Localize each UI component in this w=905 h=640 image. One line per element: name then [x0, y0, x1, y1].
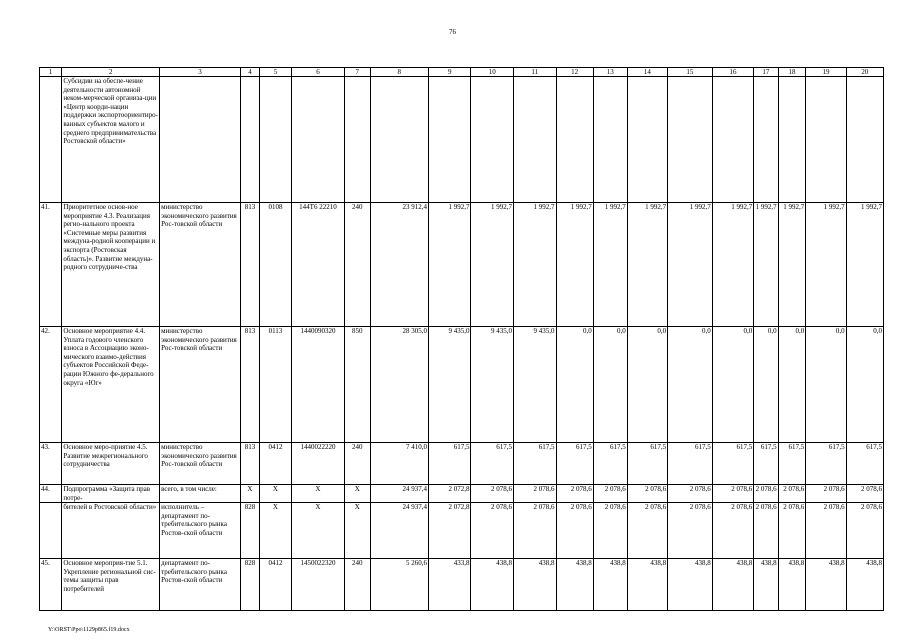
section-code: 0412 — [260, 443, 292, 485]
table-row — [40, 559, 884, 611]
year-amount: 438,8 — [668, 559, 713, 611]
year-amount: 2 078,6 — [778, 503, 806, 559]
year-amount: 2 078,6 — [712, 485, 753, 503]
header-row — [40, 68, 884, 77]
year-amount: 1 992,7 — [428, 203, 471, 327]
column-header-14: 14 — [627, 68, 667, 77]
column-header-1: 1 — [40, 68, 62, 77]
year-amount: 438,8 — [627, 559, 667, 611]
year-amount — [778, 77, 806, 203]
total-amount: 24 937,4 — [370, 503, 428, 559]
year-amount: 0,0 — [846, 327, 883, 443]
executor-name: министерство экономического развития Рос-товской области — [160, 203, 241, 327]
section-code: 0108 — [260, 203, 292, 327]
year-amount: 438,8 — [806, 559, 846, 611]
year-amount: 438,8 — [846, 559, 883, 611]
table-row — [40, 443, 884, 485]
year-amount: 1 992,7 — [712, 203, 753, 327]
section-code — [260, 77, 292, 203]
year-amount — [846, 77, 883, 203]
row-number — [40, 77, 62, 203]
year-amount: 0,0 — [806, 327, 846, 443]
section-code: 0113 — [260, 327, 292, 443]
year-amount: 438,8 — [712, 559, 753, 611]
year-amount: 2 078,6 — [514, 485, 557, 503]
year-amount — [556, 77, 593, 203]
table-row — [40, 485, 884, 503]
section-code: X — [260, 503, 292, 559]
column-header-12: 12 — [556, 68, 593, 77]
year-amount: 1 992,7 — [514, 203, 557, 327]
year-amount: 617,5 — [668, 443, 713, 485]
footer-file-path: Y:\ORST\Ppo\1129p865.f19.docx — [48, 627, 130, 633]
grbs-code — [240, 77, 259, 203]
year-amount: 438,8 — [514, 559, 557, 611]
year-amount: 438,8 — [754, 559, 778, 611]
total-amount — [370, 77, 428, 203]
year-amount — [668, 77, 713, 203]
column-header-20: 20 — [846, 68, 883, 77]
year-amount — [514, 77, 557, 203]
year-amount: 1 992,7 — [806, 203, 846, 327]
table-row — [40, 503, 884, 559]
year-amount: 617,5 — [428, 443, 471, 485]
column-header-6: 6 — [291, 68, 344, 77]
year-amount: 2 078,6 — [556, 503, 593, 559]
column-header-13: 13 — [593, 68, 627, 77]
year-amount: 1 992,7 — [754, 203, 778, 327]
year-amount: 433,8 — [428, 559, 471, 611]
year-amount: 617,5 — [846, 443, 883, 485]
year-amount: 438,8 — [593, 559, 627, 611]
year-amount: 617,5 — [471, 443, 514, 485]
table-row — [40, 327, 884, 443]
row-number: 43. — [40, 443, 62, 485]
year-amount: 617,5 — [514, 443, 557, 485]
year-amount: 2 078,6 — [471, 503, 514, 559]
year-amount: 2 072,8 — [428, 485, 471, 503]
year-amount — [806, 77, 846, 203]
column-header-7: 7 — [345, 68, 371, 77]
executor-name: министерство экономического развития Рос-товской области — [160, 443, 241, 485]
table-body — [40, 68, 884, 611]
measure-name: Субсидии на обеспе-чение деятельности автономной неком-мерческой организа-ции «Центр коорди-нации поддержки экспортоориентиро-ванных субъектов малого и среднего предпринимательства Ростовской области» — [62, 77, 160, 203]
year-amount: 1 992,7 — [471, 203, 514, 327]
year-amount: 2 078,6 — [806, 503, 846, 559]
year-amount: 0,0 — [778, 327, 806, 443]
executor-name: департамент по-требительского рынка Ростов-ской области — [160, 559, 241, 611]
year-amount: 617,5 — [556, 443, 593, 485]
grbs-code: 828 — [240, 559, 259, 611]
column-header-9: 9 — [428, 68, 471, 77]
column-header-18: 18 — [778, 68, 806, 77]
expense-type-code: 850 — [345, 327, 371, 443]
total-amount: 24 937,4 — [370, 485, 428, 503]
grbs-code: 813 — [240, 443, 259, 485]
target-article-code: 144T6 22210 — [291, 203, 344, 327]
year-amount — [428, 77, 471, 203]
year-amount: 1 992,7 — [556, 203, 593, 327]
row-number: 44. — [40, 485, 62, 503]
expense-type-code: 240 — [345, 559, 371, 611]
year-amount: 1 992,7 — [593, 203, 627, 327]
measure-name: бителей в Ростовской области» — [62, 503, 160, 559]
row-number: 45. — [40, 559, 62, 611]
year-amount: 9 435,0 — [514, 327, 557, 443]
grbs-code: 813 — [240, 203, 259, 327]
column-header-4: 4 — [240, 68, 259, 77]
year-amount: 2 078,6 — [627, 485, 667, 503]
year-amount: 1 992,7 — [668, 203, 713, 327]
row-number: 42. — [40, 327, 62, 443]
section-code: X — [260, 485, 292, 503]
year-amount: 1 992,7 — [627, 203, 667, 327]
year-amount: 2 078,6 — [806, 485, 846, 503]
column-header-10: 10 — [471, 68, 514, 77]
table-row — [40, 203, 884, 327]
year-amount: 438,8 — [556, 559, 593, 611]
year-amount: 0,0 — [556, 327, 593, 443]
year-amount: 2 078,6 — [754, 485, 778, 503]
year-amount: 2 078,6 — [627, 503, 667, 559]
measure-name: Основное мероприя-тие 5.1. Укрепление региональной сис-темы защиты прав потребителей — [62, 559, 160, 611]
year-amount: 2 078,6 — [846, 503, 883, 559]
expense-type-code — [345, 77, 371, 203]
total-amount: 7 410,0 — [370, 443, 428, 485]
page-number: 76 — [449, 28, 456, 36]
year-amount — [627, 77, 667, 203]
column-header-16: 16 — [712, 68, 753, 77]
year-amount: 2 078,6 — [593, 485, 627, 503]
total-amount: 23 912,4 — [370, 203, 428, 327]
year-amount — [471, 77, 514, 203]
expense-type-code: 240 — [345, 443, 371, 485]
year-amount: 2 078,6 — [668, 485, 713, 503]
row-number — [40, 503, 62, 559]
year-amount: 1 992,7 — [846, 203, 883, 327]
target-article-code: 1440090320 — [291, 327, 344, 443]
year-amount: 0,0 — [668, 327, 713, 443]
year-amount: 2 078,6 — [471, 485, 514, 503]
executor-name: министерство экономического развития Рос-товской области — [160, 327, 241, 443]
year-amount: 617,5 — [806, 443, 846, 485]
year-amount: 9 435,0 — [471, 327, 514, 443]
column-header-2: 2 — [62, 68, 160, 77]
table-row — [40, 77, 884, 203]
measure-name: Основное мероприятие 4.4. Уплата годового членского взноса в Ассоциацию эконо-мического взаимо-действия субъектов Российской Феде-рации Южного фе-дерального округа «Юг» — [62, 327, 160, 443]
year-amount: 2 078,6 — [778, 485, 806, 503]
year-amount: 617,5 — [712, 443, 753, 485]
year-amount: 617,5 — [778, 443, 806, 485]
grbs-code: 813 — [240, 327, 259, 443]
year-amount: 617,5 — [754, 443, 778, 485]
executor-name: всего, в том числе: — [160, 485, 241, 503]
year-amount: 2 078,6 — [556, 485, 593, 503]
total-amount: 5 260,6 — [370, 559, 428, 611]
grbs-code: 828 — [240, 503, 259, 559]
measure-name: Приоритетное основ-ное мероприятие 4.3. Реализация регио-нального проекта «Системные меры развития междуна-родной кооперации и экспорта (Ростовская область)». Развитие междуна-родного сотрудниче-ства — [62, 203, 160, 327]
measure-name: Подпрограмма «Защита прав потре- — [62, 485, 160, 503]
year-amount: 2 078,6 — [754, 503, 778, 559]
year-amount — [712, 77, 753, 203]
year-amount: 9 435,0 — [428, 327, 471, 443]
budget-table — [39, 67, 884, 611]
year-amount: 1 992,7 — [778, 203, 806, 327]
column-header-11: 11 — [514, 68, 557, 77]
column-header-17: 17 — [754, 68, 778, 77]
target-article-code — [291, 77, 344, 203]
column-header-5: 5 — [260, 68, 292, 77]
column-header-3: 3 — [160, 68, 241, 77]
year-amount: 0,0 — [754, 327, 778, 443]
expense-type-code: X — [345, 503, 371, 559]
executor-name — [160, 77, 241, 203]
year-amount: 0,0 — [712, 327, 753, 443]
section-code: 0412 — [260, 559, 292, 611]
target-article-code: 1450022320 — [291, 559, 344, 611]
year-amount: 617,5 — [627, 443, 667, 485]
column-header-19: 19 — [806, 68, 846, 77]
target-article-code: 1440022220 — [291, 443, 344, 485]
year-amount: 617,5 — [593, 443, 627, 485]
grbs-code: X — [240, 485, 259, 503]
year-amount: 2 072,8 — [428, 503, 471, 559]
column-header-8: 8 — [370, 68, 428, 77]
measure-name: Основное меро-приятие 4.5. Развитие межрегионального сотрудничества — [62, 443, 160, 485]
year-amount: 0,0 — [627, 327, 667, 443]
year-amount: 2 078,6 — [514, 503, 557, 559]
year-amount: 2 078,6 — [846, 485, 883, 503]
target-article-code: X — [291, 485, 344, 503]
executor-name: исполнитель – департамент по-требительского рынка Ростов-ской области — [160, 503, 241, 559]
year-amount — [593, 77, 627, 203]
total-amount: 28 305,0 — [370, 327, 428, 443]
expense-type-code: 240 — [345, 203, 371, 327]
year-amount: 438,8 — [471, 559, 514, 611]
expense-type-code: X — [345, 485, 371, 503]
year-amount: 0,0 — [593, 327, 627, 443]
year-amount: 2 078,6 — [593, 503, 627, 559]
year-amount — [754, 77, 778, 203]
column-header-15: 15 — [668, 68, 713, 77]
row-number: 41. — [40, 203, 62, 327]
year-amount: 2 078,6 — [712, 503, 753, 559]
year-amount: 438,8 — [778, 559, 806, 611]
year-amount: 2 078,6 — [668, 503, 713, 559]
target-article-code: X — [291, 503, 344, 559]
